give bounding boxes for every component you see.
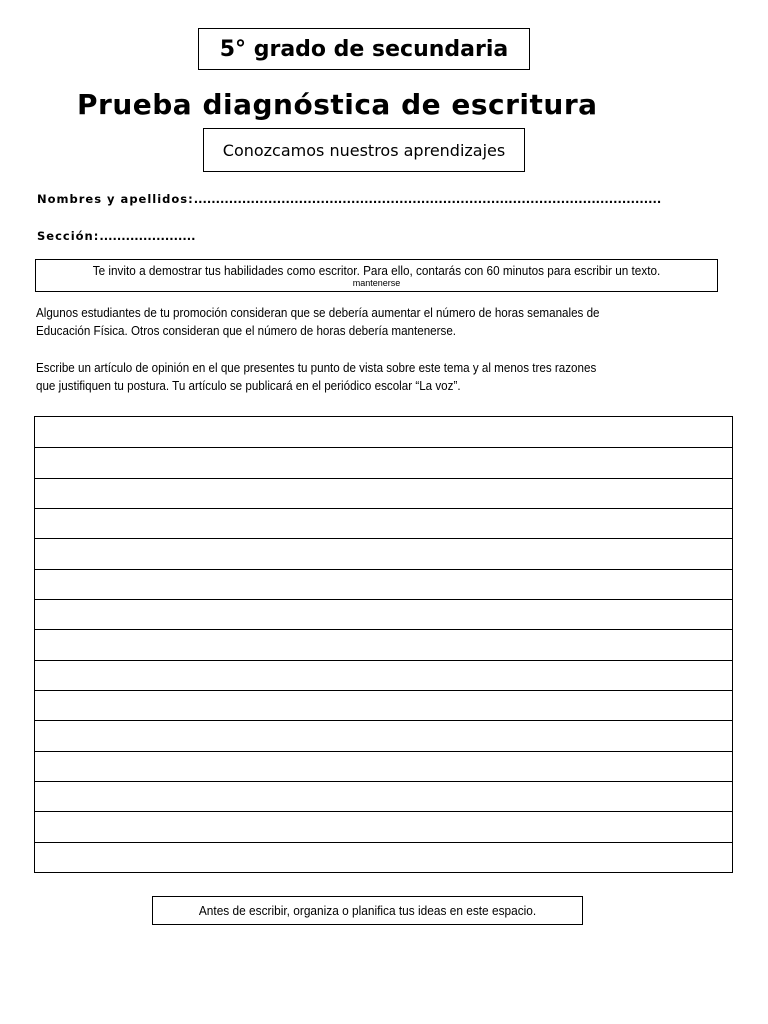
writing-line[interactable] [35, 720, 732, 750]
grade-level-box [198, 28, 530, 70]
names-blank[interactable]: ........................................................................................................... [193, 192, 662, 206]
writing-line[interactable] [35, 538, 732, 568]
task-line: Escribe un artículo de opinión en el que presentes tu punto de vista sobre este tema y al menos tres razones [36, 361, 597, 375]
writing-line[interactable] [35, 842, 732, 872]
section-blank[interactable]: ...................... [99, 229, 196, 243]
invitation-overflow-text: mantenerse [352, 278, 401, 288]
writing-line[interactable] [35, 811, 732, 841]
grade-level: 5° grado de secundaria [219, 36, 509, 62]
writing-line[interactable] [35, 508, 732, 538]
writing-line[interactable] [35, 751, 732, 781]
task-paragraph [36, 359, 631, 395]
page-title: Prueba diagnóstica de escritura [77, 88, 598, 121]
context-paragraph [36, 304, 631, 340]
writing-line[interactable] [35, 629, 732, 659]
planning-note: Antes de escribir, organiza o planifica tus ideas en este espacio. [198, 903, 537, 918]
writing-line[interactable] [35, 447, 732, 477]
subtitle: Conozcamos nuestros aprendizajes [222, 140, 506, 160]
invitation-text: Te invito a demostrar tus habilidades como escritor. Para ello, contarás con 60 minutos para escribir un texto. [92, 264, 661, 278]
writing-line[interactable] [35, 478, 732, 508]
invitation-box [35, 259, 718, 292]
writing-line[interactable] [35, 690, 732, 720]
context-line: Algunos estudiantes de tu promoción consideran que se debería aumentar el número de horas semanales de [36, 306, 600, 320]
writing-line[interactable] [35, 599, 732, 629]
writing-line[interactable] [35, 660, 732, 690]
writing-line[interactable] [35, 417, 732, 447]
writing-line[interactable] [35, 569, 732, 599]
writing-line[interactable] [35, 781, 732, 811]
names-field[interactable] [37, 192, 661, 206]
context-line: Educación Física. Otros consideran que el número de horas debería mantenerse. [36, 324, 457, 338]
planning-note-box [152, 896, 583, 925]
subtitle-box [203, 128, 525, 172]
task-line: que justifiquen tu postura. Tu artículo se publicará en el periódico escolar “La voz”. [36, 379, 461, 393]
section-field[interactable] [37, 229, 195, 243]
names-label: Nombres y apellidos: [37, 192, 194, 206]
section-label: Sección: [37, 229, 100, 243]
writing-area[interactable] [34, 416, 733, 873]
